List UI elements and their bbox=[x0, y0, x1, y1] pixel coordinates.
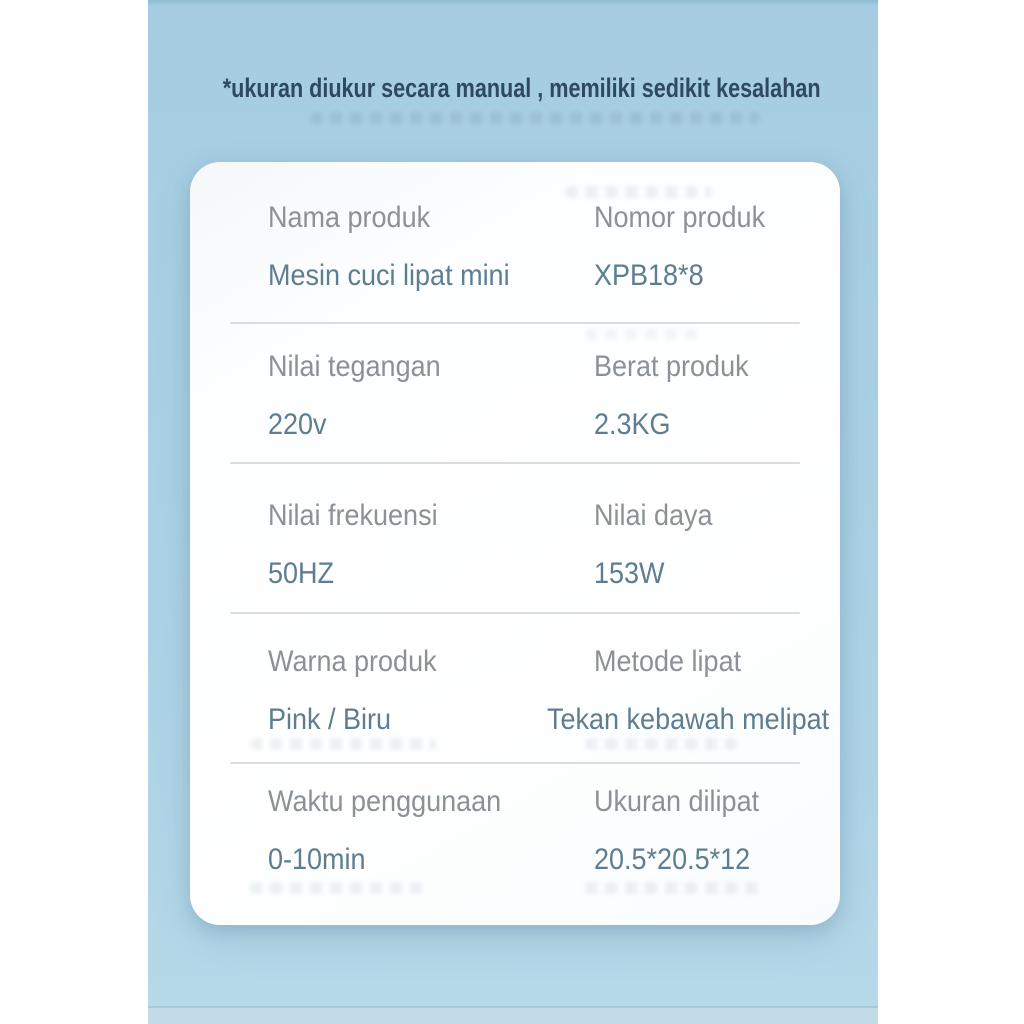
spec-value-nomor-produk: XPB18*8 bbox=[594, 259, 704, 292]
ghost-text-artifact bbox=[585, 738, 737, 750]
ghost-text-artifact bbox=[310, 112, 760, 124]
spec-label-waktu-penggunaan: Waktu penggunaan bbox=[268, 785, 502, 818]
spec-value-line bbox=[190, 702, 840, 738]
spec-label-line bbox=[190, 644, 840, 680]
spec-value-nama-produk: Mesin cuci lipat mini bbox=[268, 259, 510, 292]
spec-label-line bbox=[190, 784, 840, 820]
spec-value-line bbox=[190, 407, 840, 443]
spec-value-metode-lipat: Tekan kebawah melipat bbox=[547, 703, 830, 736]
spec-row-power bbox=[190, 464, 840, 612]
ghost-text-artifact bbox=[585, 328, 700, 340]
panel-bottom-strip bbox=[148, 1006, 878, 1024]
ghost-text-artifact bbox=[250, 738, 437, 750]
ghost-text-artifact bbox=[565, 186, 712, 198]
spec-label-nomor-produk: Nomor produk bbox=[594, 201, 766, 234]
ghost-text-artifact bbox=[585, 882, 760, 894]
spec-value-nilai-daya: 153W bbox=[594, 557, 665, 590]
spec-row-product bbox=[190, 162, 840, 322]
spec-label-line bbox=[190, 349, 840, 385]
spec-label-nama-produk: Nama produk bbox=[268, 201, 431, 234]
blue-background-panel bbox=[148, 0, 878, 1024]
spec-value-berat-produk: 2.3KG bbox=[594, 408, 671, 441]
spec-label-nilai-daya: Nilai daya bbox=[594, 499, 713, 532]
spec-value-line bbox=[190, 842, 840, 878]
spec-value-line bbox=[190, 258, 840, 294]
spec-row-electrical bbox=[190, 324, 840, 462]
disclaimer-heading bbox=[148, 0, 878, 108]
spec-value-nilai-tegangan: 220v bbox=[268, 408, 327, 441]
spec-value-nilai-frekuensi: 50HZ bbox=[268, 557, 335, 590]
spec-label-line bbox=[190, 200, 840, 236]
spec-value-ukuran-dilipat: 20.5*20.5*12 bbox=[594, 843, 751, 876]
spec-label-nilai-tegangan: Nilai tegangan bbox=[268, 350, 441, 383]
spec-label-warna-produk: Warna produk bbox=[268, 645, 437, 678]
spec-label-metode-lipat: Metode lipat bbox=[594, 645, 742, 678]
spec-row-usage-size bbox=[190, 764, 840, 923]
spec-label-line bbox=[190, 498, 840, 534]
spec-label-nilai-frekuensi: Nilai frekuensi bbox=[268, 499, 438, 532]
ghost-text-artifact bbox=[250, 882, 430, 894]
spec-card bbox=[190, 162, 840, 925]
spec-value-line bbox=[190, 556, 840, 592]
spec-label-berat-produk: Berat produk bbox=[594, 350, 749, 383]
spec-value-warna-produk: Pink / Biru bbox=[268, 703, 392, 736]
disclaimer-text: *ukuran diukur secara manual , memiliki sedikit kesalahan bbox=[222, 73, 821, 103]
spec-value-waktu-penggunaan: 0-10min bbox=[268, 843, 366, 876]
spec-label-ukuran-dilipat: Ukuran dilipat bbox=[594, 785, 760, 818]
